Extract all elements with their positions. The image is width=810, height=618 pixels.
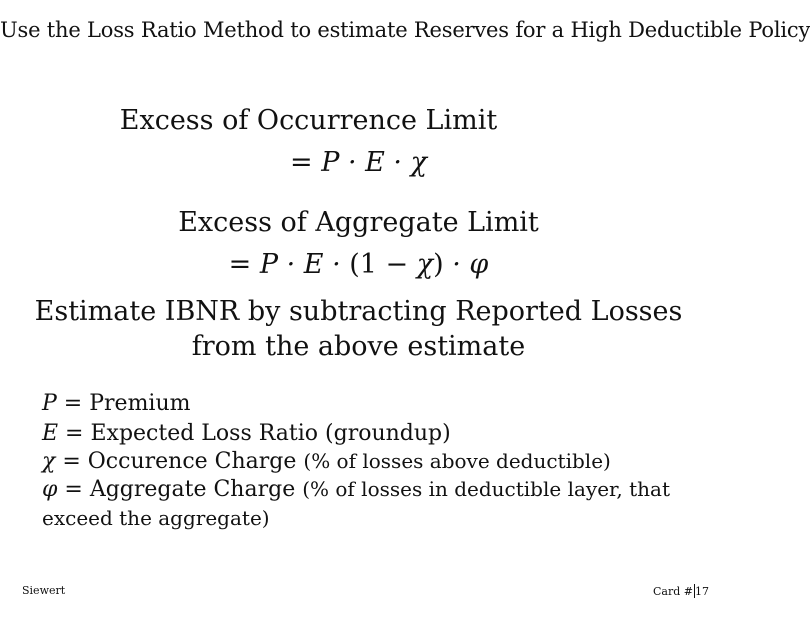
definition-aggregate-charge — [42, 477, 670, 502]
aggregate-formula-paren-open: (1 − — [349, 249, 417, 280]
ibnr-line-1: Estimate IBNR by subtracting Reported Losses — [34, 296, 683, 327]
footer-author: Siewert — [22, 584, 66, 597]
footer-card-number — [653, 584, 709, 598]
definition-note: (% of losses above deductible) — [303, 449, 611, 473]
definition-symbol: χ — [42, 449, 56, 474]
definition-expected-loss-ratio — [42, 421, 451, 446]
definition-continuation — [42, 506, 270, 531]
definition-symbol: φ — [42, 477, 58, 502]
occurrence-formula: = P · E · χ — [290, 147, 427, 178]
footer-card-value: 17 — [695, 585, 709, 598]
aggregate-formula — [0, 249, 717, 280]
definition-symbol: P — [42, 391, 57, 416]
definition-text: Aggregate Charge — [89, 477, 303, 502]
aggregate-heading: Excess of Aggregate Limit — [178, 207, 539, 238]
definition-text: Premium — [89, 391, 191, 416]
definition-note: (% of losses in deductible layer, that — [302, 477, 670, 501]
aggregate-formula-chi: χ — [416, 249, 434, 280]
definition-text: Occurence Charge — [87, 449, 304, 474]
ibnr-line-2: from the above estimate — [191, 331, 526, 362]
slide-title: Use the Loss Ratio Method to estimate Reserves for a High Deductible Policy — [0, 18, 810, 42]
definition-occurrence-charge — [42, 449, 611, 474]
definition-text: Expected Loss Ratio (groundup) — [90, 421, 451, 446]
definition-premium — [42, 391, 191, 416]
definition-symbol: E — [42, 421, 59, 446]
definition-equals: = — [56, 391, 90, 416]
definition-equals: = — [57, 477, 90, 502]
aggregate-formula-phi: · φ — [443, 249, 489, 280]
aggregate-formula-paren-close: ) — [433, 249, 444, 280]
occurrence-heading: Excess of Occurrence Limit — [119, 105, 498, 136]
definition-equals: = — [55, 449, 88, 474]
footer-card-prefix: Card # — [653, 585, 693, 598]
definition-equals: = — [58, 421, 91, 446]
aggregate-formula-lead: = P · E · — [228, 249, 350, 280]
definition-continuation-text: exceed the aggregate) — [42, 506, 270, 530]
